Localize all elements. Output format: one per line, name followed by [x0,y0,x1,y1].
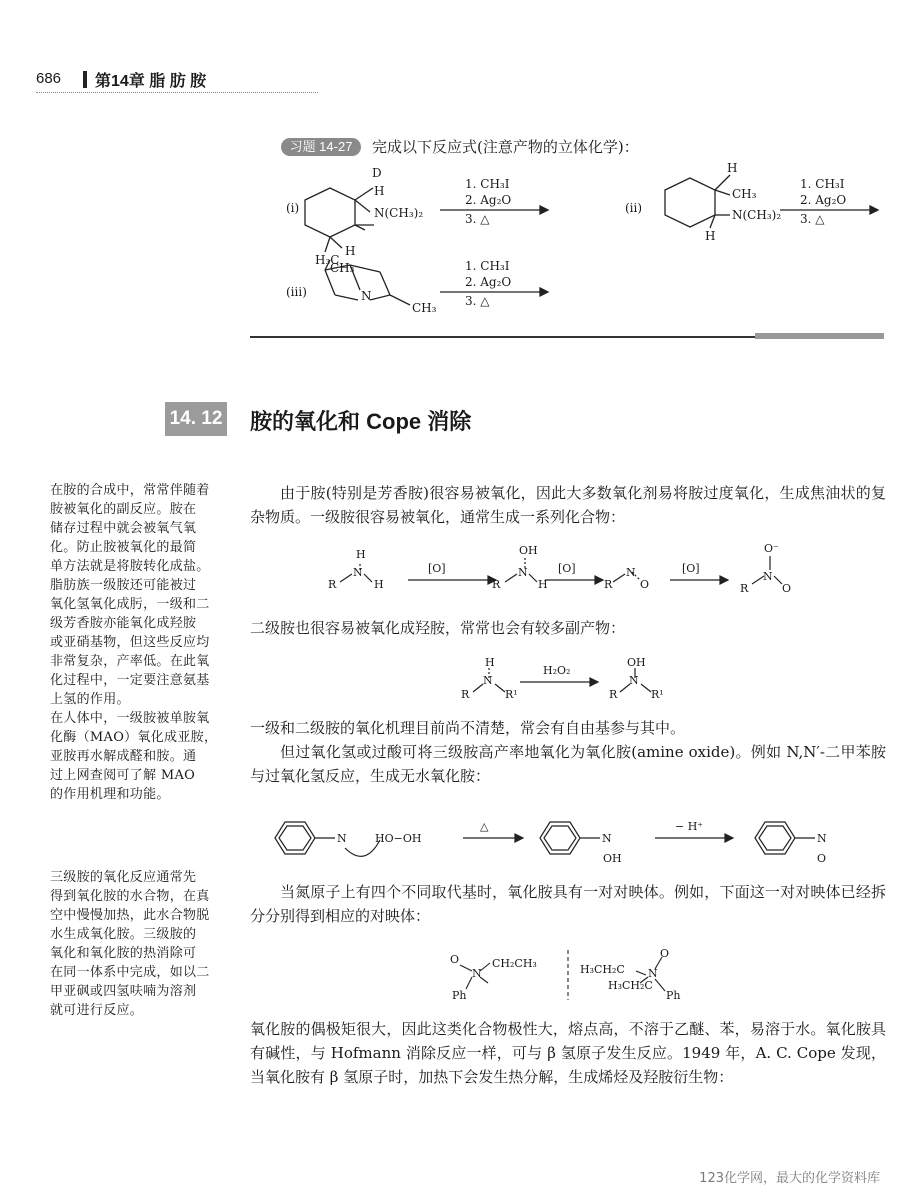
reagent-1: 1. CH₃I [465,177,510,191]
reagent-1: 1. CH₃I [465,259,510,273]
svg-text:[O]: [O] [428,562,446,575]
svg-text:R¹: R¹ [505,688,518,701]
svg-text:HO−OH: HO−OH [375,832,422,845]
header-rule [36,92,318,93]
svg-text:R: R [492,578,501,591]
svg-text:OH: OH [519,544,538,557]
atom-ch3: CH₃ [732,187,757,201]
svg-text:CH₂CH₃: CH₂CH₃ [492,957,537,970]
atom-ch3: CH₃ [412,301,437,315]
atom-h3c: H₃C [315,253,340,267]
svg-text:H: H [356,548,366,561]
svg-text:OH: OH [627,656,646,669]
header-divider [83,71,87,88]
svg-text:N: N [763,570,773,583]
atom-n: N [361,289,372,303]
svg-text:N: N [626,566,636,579]
label-iii: (iii) [286,285,307,299]
svg-text:H₃CH₂C: H₃CH₂C [580,963,625,976]
svg-text:O: O [640,578,650,591]
sidebar-note-tertiary: 三级胺的氧化反应通常先 得到氧化胺的水合物，在真 空中慢慢加热，此水合物脱 水生成氧化胺。三级胺的 氧化和氧化胺的热消除可 在同一体系中完成，如以二 甲亚砜或四氢呋喃为溶剂 就可进行反应。 [50,870,210,1018]
svg-text:N: N [648,967,658,980]
svg-text:R: R [740,582,749,595]
cyclohexane-ring-i [305,188,355,237]
paragraph-5: 当氮原子上有四个不同取代基时，氧化胺具有一对对映体。例如，下面这一对对映体已经拆分分别得到相应的对映体： [250,883,886,925]
reagent-3: 3. △ [465,294,490,308]
svg-text:N: N [337,832,347,845]
atom-d: D [372,166,382,180]
svg-text:Ph: Ph [666,989,681,1002]
svg-text:OH: OH [603,852,622,865]
svg-text:N: N [353,566,363,579]
svg-text:H₂O₂: H₂O₂ [543,664,571,677]
reagent-2: 2. Ag₂O [800,193,847,207]
scheme-tertiary-oxidation [255,808,885,868]
svg-text:R¹: R¹ [651,688,664,701]
svg-text:− H⁺: − H⁺ [675,820,704,833]
sidebar-note-oxidation: 在胺的合成中，常常伴随着 胺被氧化的副反应。胺在 储存过程中就会被氧气氧 化。防止胺被氧化的最简 单方法就是将胺转化成盐。 脂肪族一级胺还可能被过 氧化氢氧化成肟，一级和二 级芳香胺亦能氧化成羟胺 或亚硝基物，但这些反应均 非常复杂，产率低。在此氧 化过程中，一定要注意氨基 上氢的作用。 在人体中，一级胺被单胺氧 化酶（MAO）氧化成亚胺， 亚胺再水解成醛和胺。通 过上网查阅可了解 MAO 的作用机理和功能。 [50,483,218,802]
paragraphs-3-4: 一级和二级胺的氧化机理目前尚不清楚，常会有自由基参与其中。 但过氧化氢或过酸可将三级胺高产率地氧化为氧化胺(amine oxide)。例如 N,N′-二甲苯胺与过氧化氢反应，生成无水氧化胺： [250,719,886,785]
svg-text:O: O [817,852,827,865]
svg-text:N: N [472,967,482,980]
exercise-reactions [270,160,890,330]
svg-text:N: N [629,674,639,687]
reagent-2: 2. Ag₂O [465,275,512,289]
svg-text:R: R [461,688,470,701]
atom-h: H [705,229,716,243]
label-ii: (ii) [625,201,643,215]
paragraph-2: 二级胺也很容易被氧化成羟胺，常常也会有较多副产物： [250,619,626,637]
watermark: 123化学网，最大的化学资料库 [699,1171,880,1186]
svg-text:Ph: Ph [452,989,467,1002]
svg-text:[O]: [O] [558,562,576,575]
svg-text:[O]: [O] [682,562,700,575]
section-title: 胺的氧化和 Cope 消除 [250,409,472,434]
svg-text:H: H [374,578,384,591]
exercise-title: 完成以下反应式(注意产物的立体化学)： [372,138,639,156]
paragraph-6: 氧化胺的偶极矩很大，因此这类化合物极性大，熔点高，不溶于乙醚、苯，易溶于水。氧化胺具有碱性，与 Hofmann 消除反应一样，可与 β 氢原子发生反应。1949 年，A. C. Cope 发现，当氧化胺有 β 氢原子时，加热下会发生热分解，生成烯烃及羟胺衍生物： [250,1020,886,1086]
reagent-3: 3. △ [465,212,490,226]
reagent-1: 1. CH₃I [800,177,845,191]
svg-text:O: O [450,953,460,966]
scheme-secondary-oxidation [455,652,715,707]
svg-text:R: R [609,688,618,701]
label-i: (i) [286,201,300,215]
exercise-rule-accent [755,333,884,339]
scheme-primary-oxidation [320,540,880,605]
scheme-enantiomers [440,945,720,1005]
svg-text:R: R [328,578,337,591]
svg-text:R: R [604,578,613,591]
svg-text:H₃CH₂C: H₃CH₂C [608,979,653,992]
cyclohexane-ring-ii [665,178,715,227]
svg-text:H: H [485,656,495,669]
svg-text:N: N [518,566,528,579]
svg-text:H: H [538,578,548,591]
svg-text:N: N [602,832,612,845]
chapter-title: 第14章 脂 肪 胺 [95,73,207,90]
svg-text:O: O [660,947,670,960]
page-number: 686 [36,70,62,87]
reagent-3: 3. △ [800,212,825,226]
atom-nme2: N(CH₃)₂ [732,208,782,222]
atom-nme2: N(CH₃)₂ [374,206,424,220]
svg-text:N: N [817,832,827,845]
svg-text:△: △ [480,820,489,833]
reagent-2: 2. Ag₂O [465,193,512,207]
exercise-badge: 习题 14-27 [281,138,361,156]
atom-ch3: CH₃ [330,261,355,275]
svg-text:O⁻: O⁻ [764,542,779,555]
svg-text:O: O [782,582,792,595]
paragraph-1: 由于胺(特别是芳香胺)很容易被氧化，因此大多数氧化剂易将胺过度氧化，生成焦油状的复杂物质。一级胺很容易被氧化，通常生成一系列化合物： [250,484,886,526]
svg-text:N: N [483,674,493,687]
atom-h: H [727,161,738,175]
atom-h: H [374,184,385,198]
atom-h: H [345,244,356,258]
section-number: 14. 12 [165,402,227,436]
